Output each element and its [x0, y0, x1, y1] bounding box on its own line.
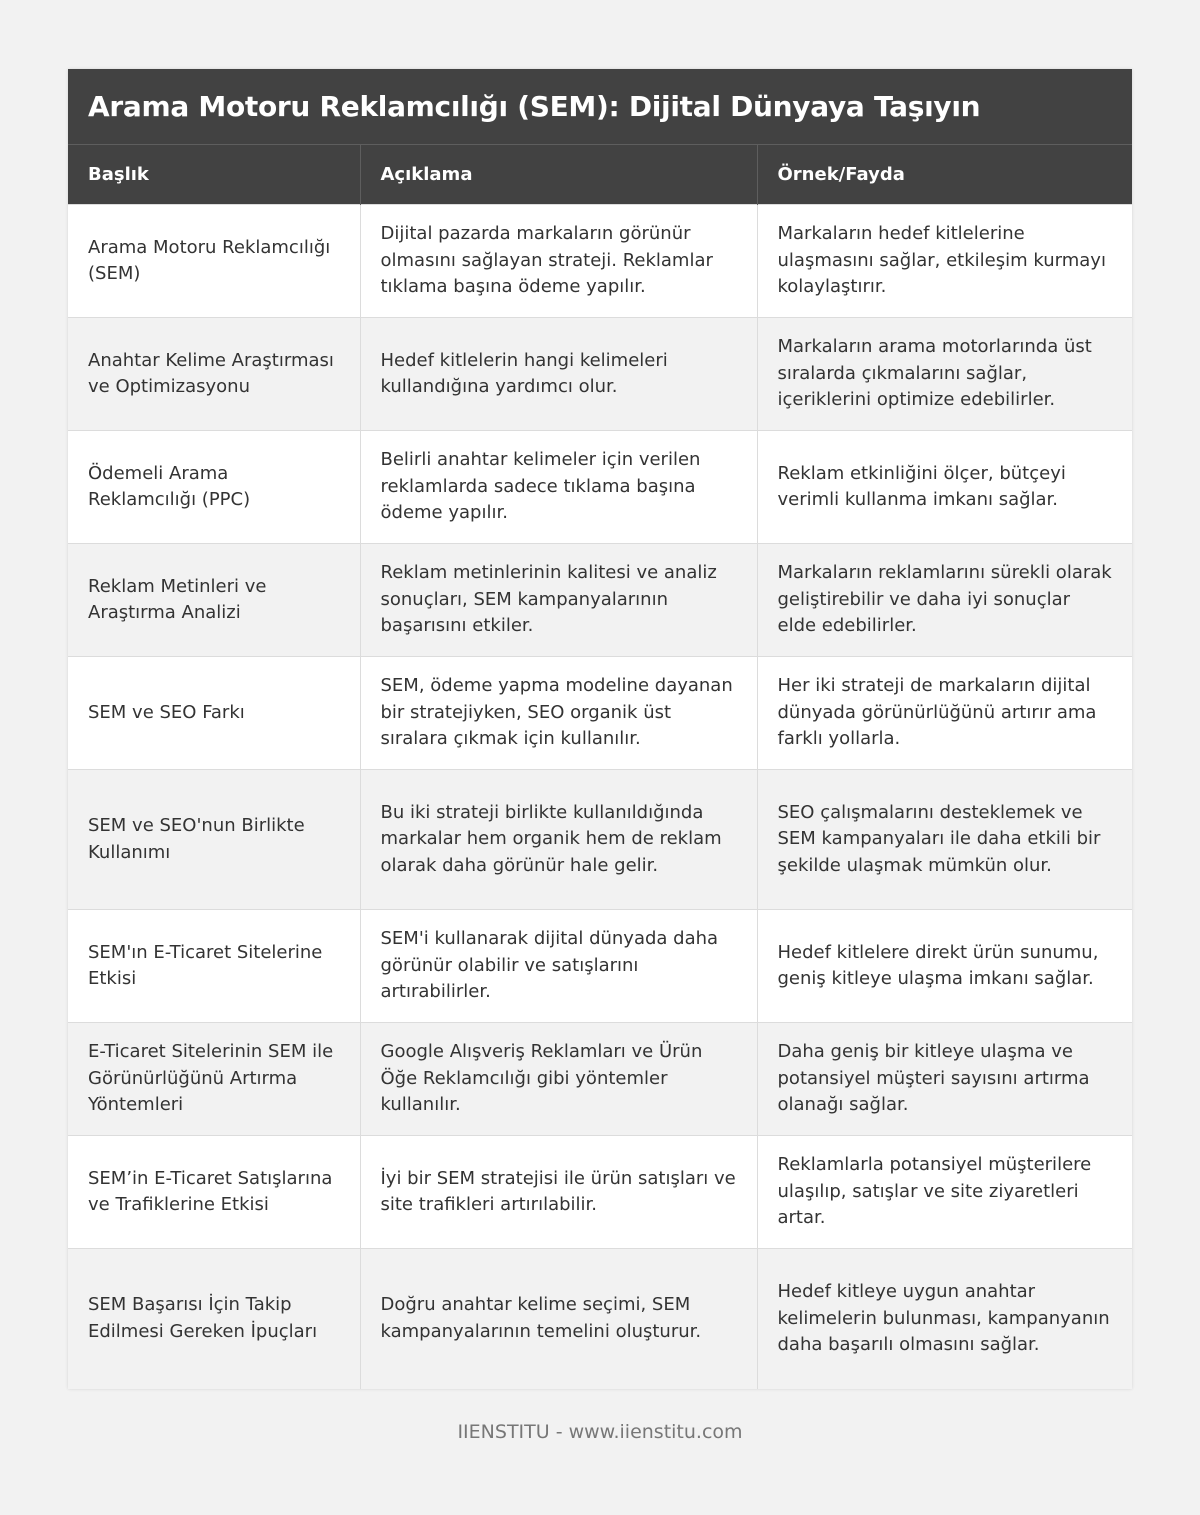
table-row [68, 770, 1132, 910]
cell-benefit: SEO çalışmalarını desteklemek ve SEM kampanyaları ile daha etkili bir şekilde ulaşmak mümkün olur. [757, 770, 1132, 910]
cell-title: SEM Başarısı İçin Takip Edilmesi Gereken İpuçları [68, 1249, 360, 1389]
cell-description: Hedef kitlelerin hangi kelimeleri kullandığına yardımcı olur. [360, 318, 757, 431]
cell-title: Ödemeli Arama Reklamcılığı (PPC) [68, 431, 360, 544]
footer-credit: IIENSTITU - www.iienstitu.com [457, 1421, 743, 1443]
cell-benefit: Markaların hedef kitlelerine ulaşmasını sağlar, etkileşim kurmayı kolaylaştırır. [757, 205, 1132, 318]
table-row [68, 544, 1132, 657]
table-row [68, 318, 1132, 431]
title-bar [68, 69, 1132, 144]
cell-description: Google Alışveriş Reklamları ve Ürün Öğe Reklamcılığı gibi yöntemler kullanılır. [360, 1023, 757, 1136]
table-row [68, 657, 1132, 770]
cell-description: Belirli anahtar kelimeler için verilen reklamlarda sadece tıklama başına ödeme yapılır. [360, 431, 757, 544]
cell-description: İyi bir SEM stratejisi ile ürün satışları ve site trafikleri artırılabilir. [360, 1136, 757, 1249]
cell-description: Reklam metinlerinin kalitesi ve analiz sonuçları, SEM kampanyalarının başarısını etkiler. [360, 544, 757, 657]
cell-description: SEM'i kullanarak dijital dünyada daha görünür olabilir ve satışlarını artırabilirler. [360, 910, 757, 1023]
cell-benefit: Markaların reklamlarını sürekli olarak geliştirebilir ve daha iyi sonuçlar elde edebilirler. [757, 544, 1132, 657]
cell-title: SEM ve SEO Farkı [68, 657, 360, 770]
cell-title: Anahtar Kelime Araştırması ve Optimizasyonu [68, 318, 360, 431]
cell-benefit: Hedef kitlelere direkt ürün sunumu, geniş kitleye ulaşma imkanı sağlar. [757, 910, 1132, 1023]
cell-benefit: Hedef kitleye uygun anahtar kelimelerin bulunması, kampanyanın daha başarılı olmasını sağlar. [757, 1249, 1132, 1389]
cell-benefit: Markaların arama motorlarında üst sıralarda çıkmalarını sağlar, içeriklerini optimize edebilirler. [757, 318, 1132, 431]
cell-benefit: Daha geniş bir kitleye ulaşma ve potansiyel müşteri sayısını artırma olanağı sağlar. [757, 1023, 1132, 1136]
cell-title: SEM ve SEO'nun Birlikte Kullanımı [68, 770, 360, 910]
cell-description: Doğru anahtar kelime seçimi, SEM kampanyalarının temelini oluşturur. [360, 1249, 757, 1389]
cell-description: Bu iki strateji birlikte kullanıldığında markalar hem organik hem de reklam olarak daha görünür hale gelir. [360, 770, 757, 910]
table-row [68, 1249, 1132, 1389]
content-table [68, 144, 1132, 1389]
page-title: Arama Motoru Reklamcılığı (SEM): Dijital Dünyaya Taşıyın [88, 90, 981, 123]
table-card [68, 69, 1132, 1389]
table-row [68, 910, 1132, 1023]
cell-title: Reklam Metinleri ve Araştırma Analizi [68, 544, 360, 657]
cell-title: SEM'ın E-Ticaret Sitelerine Etkisi [68, 910, 360, 1023]
column-header-aciklama: Açıklama [360, 145, 757, 205]
cell-title: E-Ticaret Sitelerinin SEM ile Görünürlüğünü Artırma Yöntemleri [68, 1023, 360, 1136]
table-row [68, 1136, 1132, 1249]
column-header-baslik: Başlık [68, 145, 360, 205]
cell-description: SEM, ödeme yapma modeline dayanan bir stratejiyken, SEO organik üst sıralara çıkmak için kullanılır. [360, 657, 757, 770]
table-row [68, 431, 1132, 544]
cell-benefit: Reklam etkinliğini ölçer, bütçeyi verimli kullanma imkanı sağlar. [757, 431, 1132, 544]
cell-title: Arama Motoru Reklamcılığı (SEM) [68, 205, 360, 318]
cell-title: SEM’in E-Ticaret Satışlarına ve Trafiklerine Etkisi [68, 1136, 360, 1249]
table-row [68, 1023, 1132, 1136]
cell-benefit: Her iki strateji de markaların dijital dünyada görünürlüğünü artırır ama farklı yollarla. [757, 657, 1132, 770]
header-row [68, 145, 1132, 205]
table-row [68, 205, 1132, 318]
column-header-ornek-fayda: Örnek/Fayda [757, 145, 1132, 205]
cell-description: Dijital pazarda markaların görünür olmasını sağlayan strateji. Reklamlar tıklama başına ödeme yapılır. [360, 205, 757, 318]
cell-benefit: Reklamlarla potansiyel müşterilere ulaşılıp, satışlar ve site ziyaretleri artar. [757, 1136, 1132, 1249]
